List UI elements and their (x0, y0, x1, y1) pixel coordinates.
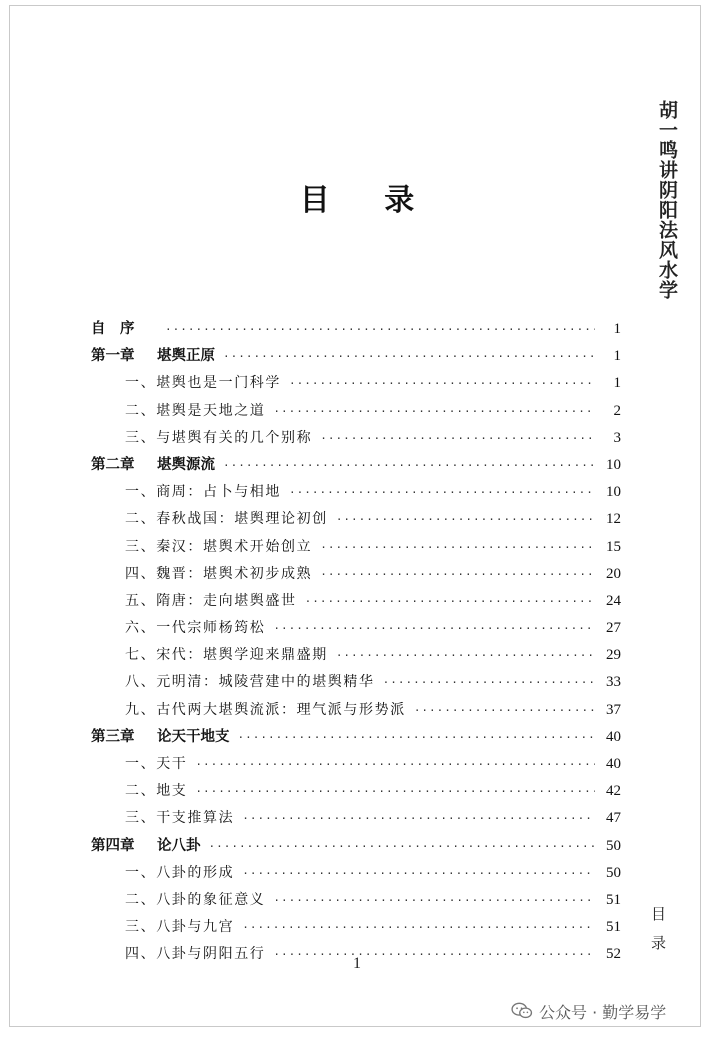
toc-chapter-row (91, 833, 621, 860)
watermark (511, 998, 666, 1024)
toc-entry-label: 一、八卦的形成 (125, 864, 235, 881)
toc-entry-label: 三、八卦与九宫 (125, 919, 235, 936)
toc-page-number: 51 (606, 891, 621, 908)
toc-section-row (91, 561, 621, 588)
toc-page-number: 47 (606, 810, 621, 827)
toc-page-number: 12 (606, 511, 621, 528)
toc-section-row (91, 805, 621, 832)
toc-page-number: 10 (606, 484, 621, 501)
toc-section-row (91, 615, 621, 642)
page-title: 目 录 (299, 183, 437, 218)
toc-section-row (91, 479, 621, 506)
dot-leader (336, 506, 595, 533)
toc-entry-label: 六、一代宗师杨筠松 (125, 620, 266, 637)
toc-page-number: 50 (606, 864, 621, 881)
dot-leader (242, 914, 595, 941)
dot-leader (223, 452, 595, 479)
toc-section-row (91, 697, 621, 724)
toc-page-number: 24 (606, 592, 621, 609)
toc-page-number: 15 (606, 538, 621, 555)
toc-section-row (91, 887, 621, 914)
toc-entry-label: 二、八卦的象征意义 (125, 891, 266, 908)
toc-page-number: 37 (606, 701, 621, 718)
chapter-title: 堪舆正原 (157, 348, 215, 365)
toc-section-row (91, 914, 621, 941)
toc-page-number: 33 (606, 674, 621, 691)
toc-section-row (91, 588, 621, 615)
toc-section-row (91, 669, 621, 696)
chapter-title: 堪舆源流 (157, 456, 215, 473)
toc-page-number: 3 (613, 429, 621, 446)
dot-leader (273, 887, 595, 914)
dot-leader (195, 751, 595, 778)
toc-page-number: 10 (606, 456, 621, 473)
toc-page-number: 51 (606, 919, 621, 936)
toc-chapter-row (91, 452, 621, 479)
toc-entry-label: 七、宋代：堪舆学迎来鼎盛期 (125, 647, 328, 664)
toc-page-number: 1 (613, 375, 621, 392)
toc-page-number: 40 (606, 728, 621, 745)
chapter-number: 第一章 (91, 348, 135, 365)
dot-leader (238, 724, 596, 751)
toc-section-row (91, 506, 621, 533)
toc-entry-label: 五、隋唐：走向堪舆盛世 (125, 592, 297, 609)
toc-page-number: 52 (606, 946, 621, 963)
dot-leader (165, 316, 595, 343)
wechat-icon (511, 1002, 533, 1020)
chapter-number: 第三章 (91, 728, 135, 745)
toc-section-row (91, 370, 621, 397)
toc-entry-label: 四、魏晋：堪舆术初步成熟 (125, 565, 313, 582)
toc-entry-label: 一、堪舆也是一门科学 (125, 375, 281, 392)
dot-leader (273, 615, 595, 642)
toc-page-number: 1 (613, 321, 621, 337)
toc-page-number: 20 (606, 565, 621, 582)
toc-entry-label (91, 343, 215, 370)
dot-leader (305, 588, 595, 615)
toc-entry-label: 二、堪舆是天地之道 (125, 402, 266, 419)
toc-entry-label: 八、元明清：城陵营建中的堪舆精华 (125, 674, 375, 691)
toc-section-row (91, 642, 621, 669)
dot-leader (209, 833, 596, 860)
dot-leader (320, 534, 595, 561)
toc-page-number: 40 (606, 756, 621, 772)
toc-chapter-row (91, 316, 621, 343)
toc-page-number: 42 (606, 783, 621, 800)
toc-entry-label: 三、干支推算法 (125, 810, 235, 827)
toc-entry-label (91, 452, 215, 479)
toc-entry-label: 三、秦汉：堪舆术开始创立 (125, 538, 313, 555)
toc-entry-label (91, 724, 230, 751)
toc-entry-label: 二、地支 (125, 783, 188, 800)
toc-entry-label: 一、商周：占卜与相地 (125, 484, 281, 501)
toc-page-number: 2 (613, 402, 621, 419)
toc-page-number: 50 (606, 837, 621, 854)
toc-section-row (91, 398, 621, 425)
toc-section-row (91, 751, 621, 778)
dot-leader (383, 669, 595, 696)
book-title-vertical: 胡一鸣讲阴阳法风水学 (656, 100, 678, 300)
toc-entry-label: 二、春秋战国：堪舆理论初创 (125, 511, 328, 528)
watermark-text: 公众号 · 勤学易学 (539, 1002, 667, 1022)
dot-leader (320, 561, 595, 588)
section-marker-vertical: 目录 (649, 906, 667, 964)
toc-entry-label (91, 833, 201, 860)
dot-leader (289, 479, 595, 506)
toc-section-row (91, 860, 621, 887)
chapter-title: 论八卦 (157, 837, 201, 854)
dot-leader (320, 425, 595, 452)
toc-entry-label (91, 316, 157, 343)
page-number: 1 (353, 955, 361, 972)
table-of-contents (91, 316, 621, 969)
toc-entry-label: 一、天干 (125, 756, 188, 772)
toc-page-number: 29 (606, 647, 621, 664)
toc-entry-label: 四、八卦与阴阳五行 (125, 946, 266, 963)
dot-leader (223, 343, 595, 370)
dot-leader (242, 860, 595, 887)
dot-leader (336, 642, 595, 669)
toc-section-row (91, 534, 621, 561)
chapter-number: 第二章 (91, 456, 135, 473)
toc-section-row (91, 778, 621, 805)
toc-page-number: 27 (606, 620, 621, 637)
chapter-number: 第四章 (91, 837, 135, 854)
dot-leader (289, 370, 595, 397)
toc-chapter-row (91, 724, 621, 751)
chapter-number: 自 序 (91, 321, 135, 337)
dot-leader (414, 697, 595, 724)
dot-leader (195, 778, 595, 805)
chapter-title: 论天干地支 (157, 728, 230, 745)
toc-page-number: 1 (613, 348, 621, 365)
toc-chapter-row (91, 343, 621, 370)
toc-entry-label: 九、古代两大堪舆流派：理气派与形势派 (125, 701, 406, 718)
toc-entry-label: 三、与堪舆有关的几个别称 (125, 429, 313, 446)
toc-section-row (91, 425, 621, 452)
dot-leader (273, 398, 595, 425)
dot-leader (242, 805, 595, 832)
